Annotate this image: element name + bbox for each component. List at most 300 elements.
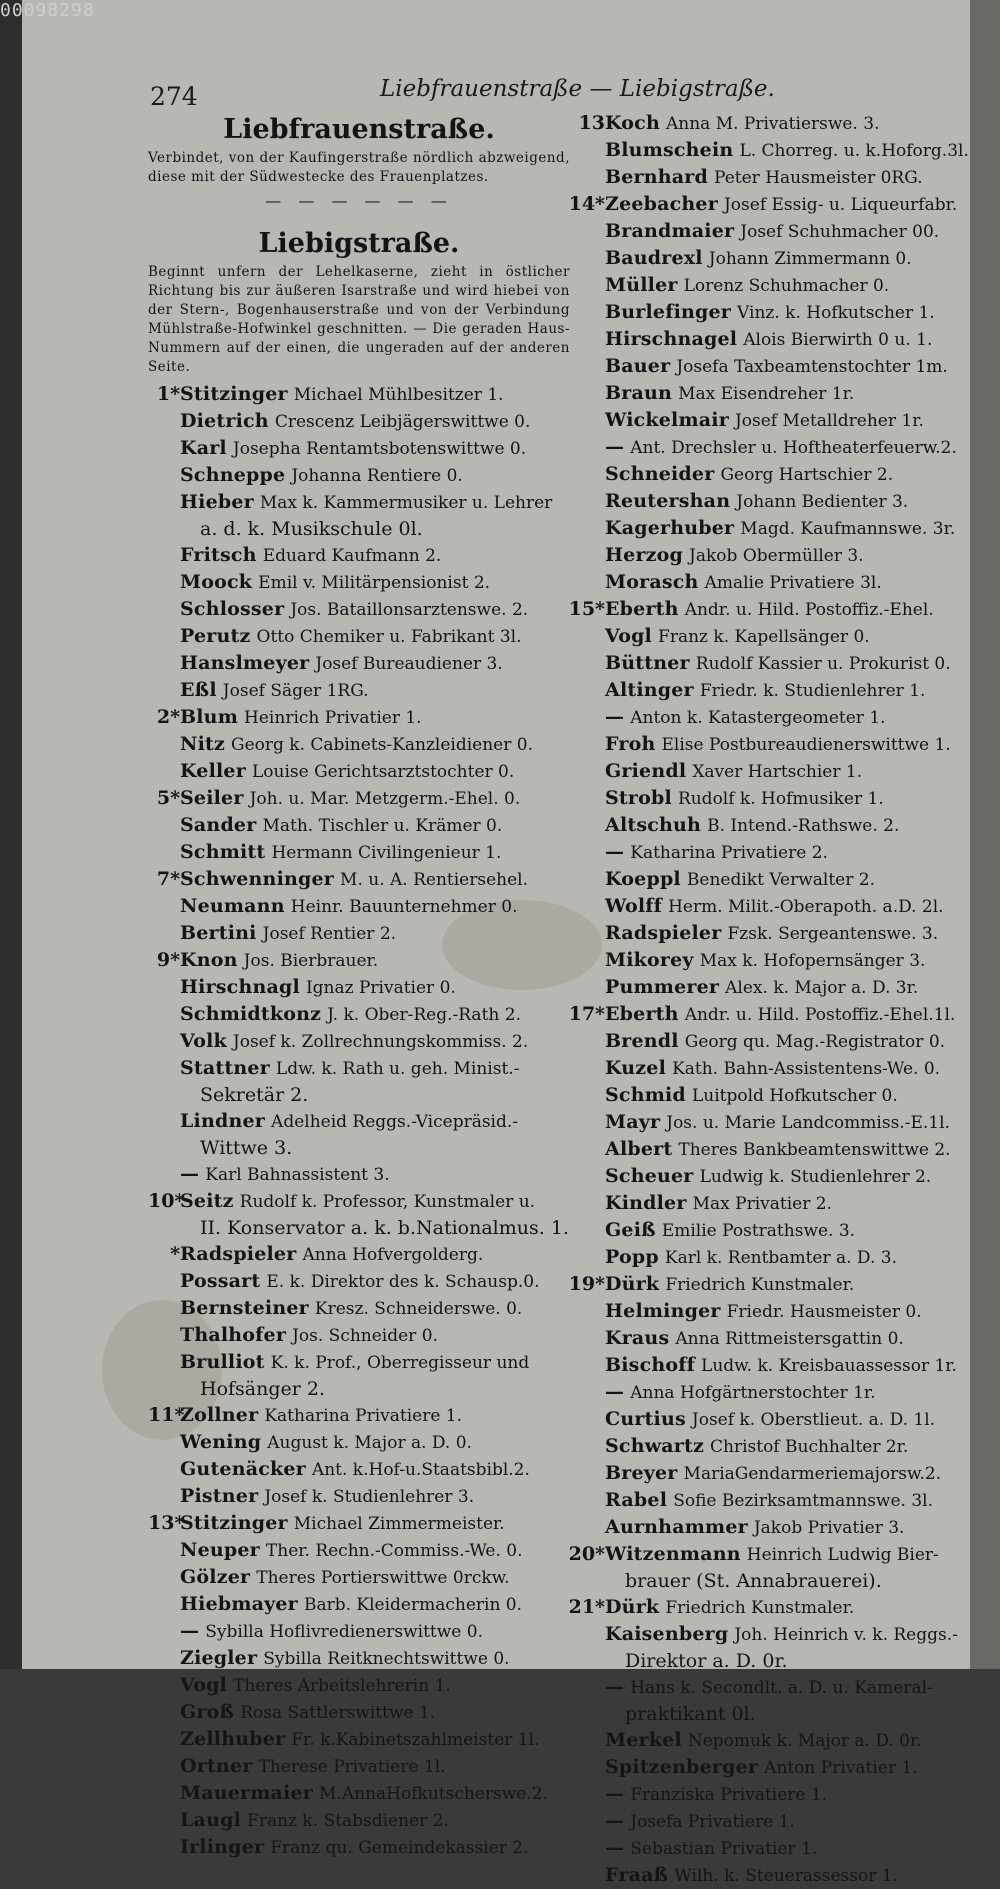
directory-entry — [148, 623, 570, 650]
directory-entry — [565, 596, 945, 623]
page-number: 274 — [150, 82, 198, 111]
resident-name: Vogl — [605, 625, 652, 647]
resident-detail: Josef k. Oberstlieut. a. D. 1l. — [691, 1410, 936, 1430]
directory-entry — [565, 1460, 945, 1487]
resident-detail: Alex. k. Major a. D. 3r. — [725, 978, 919, 998]
resident-detail: Sebastian Privatier 1. — [630, 1839, 818, 1859]
resident-name: Bertini — [180, 922, 257, 944]
directory-entry — [565, 1514, 945, 1541]
entry-continuation: Hofsänger 2. — [200, 1378, 326, 1400]
resident-name: Herzog — [605, 544, 683, 566]
resident-detail: Theres Bankbeamtenswittwe 2. — [678, 1140, 951, 1160]
directory-entry — [148, 408, 570, 435]
resident-detail: Friedr. k. Studienlehrer 1. — [699, 681, 926, 701]
resident-name: Knon — [180, 949, 238, 971]
resident-name: Perutz — [180, 625, 251, 647]
resident-name: Schwartz — [605, 1435, 704, 1457]
directory-entry — [148, 650, 570, 677]
resident-name: Büttner — [605, 652, 690, 674]
resident-name: Pistner — [180, 1485, 259, 1507]
directory-entry — [148, 1402, 570, 1429]
resident-detail: L. Chorreg. u. k.Hoforg.3l. — [739, 141, 969, 161]
resident-detail: Anton Privatier 1. — [764, 1758, 918, 1778]
directory-entry — [565, 866, 945, 893]
resident-detail: Karl Bahnassistent 3. — [205, 1165, 390, 1185]
house-number: 11* — [148, 1404, 185, 1426]
directory-entry — [565, 1808, 945, 1835]
directory-entry — [565, 461, 945, 488]
resident-name: Groß — [180, 1701, 235, 1723]
resident-name: Schmid — [605, 1084, 686, 1106]
directory-entry — [565, 407, 945, 434]
directory-entry — [565, 380, 945, 407]
resident-detail: Christof Buchhalter 2r. — [710, 1437, 909, 1457]
resident-name: Mauermaier — [180, 1782, 313, 1804]
resident-detail: Luitpold Hofkutscher 0. — [691, 1086, 898, 1106]
resident-name: Eberth — [605, 1003, 679, 1025]
resident-name: Kuzel — [605, 1057, 667, 1079]
entry-continuation: II. Konservator a. k. b.Nationalmus. 1. — [200, 1217, 569, 1239]
resident-detail: Josef Essig- u. Liqueurfabr. — [723, 195, 958, 215]
resident-name: — — [180, 1163, 200, 1185]
directory-entry — [565, 1594, 945, 1621]
resident-detail: Franz k. Kapellsänger 0. — [658, 627, 870, 647]
scan-id: 00098298 — [0, 0, 95, 21]
directory-entry — [148, 785, 570, 812]
resident-detail: Math. Tischler u. Krämer 0. — [262, 816, 503, 836]
directory-entry — [565, 1727, 945, 1754]
resident-detail: Emil v. Militärpensionist 2. — [258, 573, 491, 593]
directory-entry — [565, 1835, 945, 1862]
resident-name: Spitzenberger — [605, 1756, 759, 1778]
resident-name: Schneppe — [180, 464, 286, 486]
resident-detail: Fzsk. Sergeantenswe. 3. — [727, 924, 939, 944]
resident-detail: Louise Gerichtsarztstochter 0. — [251, 762, 515, 782]
directory-entry — [148, 381, 570, 408]
resident-detail: Anna Hofvergolderg. — [302, 1245, 484, 1265]
resident-detail: Magd. Kaufmannswe. 3r. — [740, 519, 956, 539]
resident-name: Radspieler — [180, 1243, 297, 1265]
resident-name: Ziegler — [180, 1647, 258, 1669]
resident-detail: Ant. k.Hof-u.Staatsbibl.2. — [311, 1460, 530, 1480]
resident-detail: Jos. Bierbrauer. — [243, 951, 379, 971]
house-number: 20* — [568, 1543, 605, 1565]
directory-entry — [565, 812, 945, 839]
resident-detail: Heinr. Bauunternehmer 0. — [290, 897, 518, 917]
resident-detail: Josepha Rentamtsbotenswittwe 0. — [232, 439, 527, 459]
directory-entry — [565, 839, 945, 866]
resident-name: Kaisenberg — [605, 1623, 729, 1645]
directory-entry — [565, 1862, 945, 1889]
resident-name: Baudrexl — [605, 247, 703, 269]
resident-detail: Johann Bedienter 3. — [736, 492, 909, 512]
resident-detail: Sybilla Hoflivredienerswittwe 0. — [205, 1622, 483, 1642]
resident-detail: Franz k. Stabsdiener 2. — [247, 1811, 449, 1831]
directory-entry — [148, 1322, 570, 1349]
directory-entry — [565, 947, 945, 974]
directory-entry — [565, 974, 945, 1001]
directory-entry — [565, 677, 945, 704]
directory-entry — [565, 488, 945, 515]
resident-name: Keller — [180, 760, 246, 782]
directory-entry — [565, 218, 945, 245]
house-number: 7* — [156, 868, 180, 890]
resident-detail: Heinrich Privatier 1. — [244, 708, 422, 728]
resident-detail: Theres Portierswittwe 0rckw. — [256, 1568, 510, 1588]
resident-name: Braun — [605, 382, 673, 404]
resident-detail: Jos. u. Marie Landcommiss.-E.1l. — [666, 1113, 950, 1133]
resident-name: — — [605, 1381, 625, 1403]
directory-entry — [148, 1028, 570, 1055]
resident-name: Moock — [180, 571, 253, 593]
directory-entry — [565, 515, 956, 542]
resident-name: — — [180, 1620, 200, 1642]
directory-entry — [148, 462, 570, 489]
resident-detail: Theres Arbeitslehrerin 1. — [233, 1676, 451, 1696]
resident-name: Schlosser — [180, 598, 285, 620]
resident-name: Stattner — [180, 1057, 270, 1079]
directory-entry — [565, 164, 945, 191]
directory-entry — [148, 704, 570, 731]
directory-entry — [148, 1753, 570, 1780]
resident-detail: Georg qu. Mag.-Registrator 0. — [684, 1032, 946, 1052]
resident-detail: Max Privatier 2. — [692, 1194, 832, 1214]
resident-name: Stitzinger — [180, 1512, 288, 1534]
resident-name: — — [605, 1837, 625, 1859]
resident-detail: Heinrich Ludwig Bier- — [746, 1545, 939, 1565]
directory-entry — [565, 434, 957, 461]
resident-name: Seitz — [180, 1190, 234, 1212]
directory-entry — [565, 920, 945, 947]
resident-name: — — [605, 1783, 625, 1805]
resident-name: Stitzinger — [180, 383, 288, 405]
resident-name: Sander — [180, 814, 257, 836]
resident-name: Irlinger — [180, 1836, 265, 1858]
directory-entry — [148, 1108, 570, 1135]
resident-name: Brandmaier — [605, 220, 735, 242]
directory-entry — [565, 1754, 945, 1781]
left-column — [148, 110, 570, 1861]
resident-name: Dürk — [605, 1273, 660, 1295]
resident-detail: Hermann Civilingenieur 1. — [271, 843, 502, 863]
resident-detail: Andr. u. Hild. Postoffiz.-Ehel. — [684, 600, 934, 620]
directory-entry — [148, 1564, 570, 1591]
resident-name: — — [605, 436, 625, 458]
directory-entry — [148, 1834, 570, 1861]
resident-detail: Ldw. k. Rath u. geh. Minist.- — [275, 1059, 520, 1079]
directory-entry — [148, 1780, 570, 1807]
directory-entry — [148, 1672, 570, 1699]
resident-name: Popp — [605, 1246, 659, 1268]
resident-detail: J. k. Ober-Reg.-Rath 2. — [327, 1005, 521, 1025]
resident-name: Seiler — [180, 787, 244, 809]
directory-entry — [148, 1591, 570, 1618]
resident-name: Kraus — [605, 1327, 670, 1349]
resident-detail: Josef Bureaudiener 3. — [315, 654, 503, 674]
resident-name: Bernhard — [605, 166, 708, 188]
resident-detail: Sofie Bezirksamtmannswe. 3l. — [673, 1491, 934, 1511]
resident-name: Geiß — [605, 1219, 656, 1241]
resident-detail: Joh. Heinrich v. k. Reggs.- — [734, 1625, 958, 1645]
entry-continuation: Wittwe 3. — [200, 1137, 293, 1159]
resident-name: Dietrich — [180, 410, 269, 432]
resident-detail: K. k. Prof., Oberregisseur und — [270, 1353, 530, 1373]
resident-detail: Ant. Drechsler u. Hoftheaterfeuerw.2. — [630, 438, 957, 458]
resident-detail: Friedr. Hausmeister 0. — [726, 1302, 922, 1322]
resident-name: Lindner — [180, 1110, 265, 1132]
resident-name: Fritsch — [180, 544, 257, 566]
house-number: 9* — [156, 949, 180, 971]
resident-name: Karl — [180, 437, 227, 459]
right-column — [565, 110, 969, 1889]
resident-detail: Josef Schuhmacher 00. — [740, 222, 940, 242]
resident-detail: Xaver Hartschier 1. — [692, 762, 863, 782]
directory-entry — [565, 1487, 945, 1514]
directory-entry — [565, 1244, 945, 1271]
resident-name: Gutenäcker — [180, 1458, 306, 1480]
resident-name: — — [605, 1676, 625, 1698]
resident-detail: Michael Mühlbesitzer 1. — [293, 385, 504, 405]
resident-name: Pummerer — [605, 976, 720, 998]
directory-entry — [565, 326, 945, 353]
resident-name: Hirschnagel — [605, 328, 738, 350]
resident-detail: Ignaz Privatier 0. — [305, 978, 456, 998]
resident-name: Koch — [605, 112, 660, 134]
directory-entry — [565, 299, 945, 326]
resident-name: Aurnhammer — [605, 1516, 748, 1538]
resident-name: Thalhofer — [180, 1324, 287, 1346]
directory-entry — [148, 1618, 570, 1645]
directory-entry — [565, 893, 945, 920]
resident-name: Helminger — [605, 1300, 721, 1322]
resident-detail: Friedrich Kunstmaler. — [665, 1598, 855, 1618]
resident-detail: Ther. Rechn.-Commiss.-We. 0. — [265, 1541, 523, 1561]
directory-entry — [148, 1055, 570, 1082]
resident-name: Bauer — [605, 355, 671, 377]
resident-detail: Anna Hofgärtnerstochter 1r. — [630, 1383, 876, 1403]
resident-detail: Eduard Kaufmann 2. — [262, 546, 442, 566]
resident-name: Bernsteiner — [180, 1297, 309, 1319]
resident-detail: M. u. A. Rentiersehel. — [340, 870, 529, 890]
directory-entry — [148, 1699, 570, 1726]
resident-name: Müller — [605, 274, 678, 296]
directory-entry — [565, 1433, 945, 1460]
directory-entry — [565, 1271, 945, 1298]
resident-name: Blum — [180, 706, 238, 728]
directory-entry — [565, 1406, 945, 1433]
resident-detail: Johann Zimmermann 0. — [708, 249, 912, 269]
resident-name: Scheuer — [605, 1165, 694, 1187]
resident-name: Hiebmayer — [180, 1593, 298, 1615]
resident-name: Witzenmann — [605, 1543, 741, 1565]
resident-detail: Amalie Privatiere 3l. — [704, 573, 882, 593]
resident-name: Hanslmeyer — [180, 652, 310, 674]
resident-detail: Josef k. Studienlehrer 3. — [264, 1487, 475, 1507]
resident-name: Rabel — [605, 1489, 668, 1511]
directory-entry — [565, 1298, 945, 1325]
resident-detail: Josef Rentier 2. — [262, 924, 397, 944]
resident-name: Albert — [605, 1138, 673, 1160]
resident-name: Eberth — [605, 598, 679, 620]
resident-detail: Josefa Taxbeamtenstochter 1m. — [676, 357, 948, 377]
resident-detail: Nepomuk k. Major a. D. 0r. — [687, 1731, 922, 1751]
resident-name: Hieber — [180, 491, 254, 513]
resident-detail: Franziska Privatiere 1. — [630, 1785, 828, 1805]
section-description: Verbindet, von der Kaufingerstraße nördlich abzweigend, diese mit der Südwestecke des Frauenplatzes. — [148, 150, 570, 185]
directory-entry — [148, 1001, 570, 1028]
directory-entry — [565, 785, 945, 812]
directory-entry — [565, 1163, 945, 1190]
resident-name: Laugl — [180, 1809, 241, 1831]
resident-detail: Max Eisendreher 1r. — [678, 384, 855, 404]
resident-name: Mikorey — [605, 949, 694, 971]
directory-entry — [148, 1241, 570, 1268]
entry-continuation: praktikant 0l. — [625, 1703, 756, 1725]
directory-entry — [148, 1429, 570, 1456]
directory-entry — [148, 1295, 570, 1322]
directory-entry — [148, 893, 570, 920]
resident-detail: Anna Rittmeistersgattin 0. — [675, 1329, 904, 1349]
directory-entry — [148, 435, 570, 462]
section-title: Liebfrauenstraße. — [223, 114, 495, 145]
directory-entry — [565, 650, 951, 677]
resident-detail: Rudolf k. Hofmusiker 1. — [677, 789, 884, 809]
resident-detail: Josefa Privatiere 1. — [630, 1812, 795, 1832]
resident-detail: Ludw. k. Kreisbauassessor 1r. — [701, 1356, 957, 1376]
resident-name: Burlefinger — [605, 301, 731, 323]
resident-name: Neumann — [180, 895, 285, 917]
resident-detail: Lorenz Schuhmacher 0. — [683, 276, 890, 296]
resident-detail: Jakob Obermüller 3. — [689, 546, 864, 566]
directory-entry — [565, 1109, 950, 1136]
resident-name: Schwenninger — [180, 868, 334, 890]
resident-name: — — [605, 841, 625, 863]
resident-name: Neuper — [180, 1539, 260, 1561]
resident-name: Radspieler — [605, 922, 722, 944]
resident-detail: Josef k. Zollrechnungskommiss. 2. — [232, 1032, 529, 1052]
directory-entry — [565, 1217, 945, 1244]
resident-detail: Fr. k.Kabinetszahlmeister 1l. — [291, 1730, 540, 1750]
resident-name: Schneider — [605, 463, 715, 485]
directory-entry — [148, 947, 570, 974]
directory-entry — [148, 731, 570, 758]
resident-detail: Rudolf k. Professor, Kunstmaler u. — [239, 1192, 536, 1212]
directory-entry — [148, 920, 570, 947]
directory-entry — [148, 489, 570, 516]
resident-name: Zollner — [180, 1404, 259, 1426]
house-number: 14* — [568, 193, 605, 215]
resident-detail: Herm. Milit.-Oberapoth. a.D. 2l. — [668, 897, 944, 917]
resident-detail: Jakob Privatier 3. — [753, 1518, 905, 1538]
resident-name: Reutershan — [605, 490, 731, 512]
resident-detail: Barb. Kleidermacherin 0. — [303, 1595, 523, 1615]
resident-name: Froh — [605, 733, 656, 755]
resident-detail: Therese Privatiere 1l. — [258, 1757, 446, 1777]
resident-name: Curtius — [605, 1408, 686, 1430]
resident-name: Vogl — [180, 1674, 227, 1696]
resident-name: Possart — [180, 1270, 261, 1292]
resident-detail: Joh. u. Mar. Metzgerm.-Ehel. 0. — [249, 789, 521, 809]
directory-entry — [565, 1541, 945, 1568]
resident-name: — — [605, 706, 625, 728]
directory-entry — [565, 191, 958, 218]
directory-entry — [148, 1188, 570, 1215]
resident-name: Fraaß — [605, 1864, 669, 1886]
resident-detail: Hans k. Secondlt. a. D. u. Kameral- — [630, 1678, 933, 1698]
directory-entry — [565, 1674, 945, 1701]
resident-detail: Rosa Sattlerswittwe 1. — [240, 1703, 436, 1723]
resident-detail: Georg Hartschier 2. — [720, 465, 894, 485]
resident-name: Merkel — [605, 1729, 682, 1751]
directory-entry — [565, 137, 969, 164]
directory-entry — [148, 1349, 570, 1376]
resident-detail: Otto Chemiker u. Fabrikant 3l. — [256, 627, 522, 647]
directory-entry — [148, 1456, 570, 1483]
directory-entry — [148, 1645, 570, 1672]
entry-continuation: brauer (St. Annabrauerei). — [625, 1570, 882, 1592]
directory-entry — [148, 542, 570, 569]
directory-entry — [148, 974, 570, 1001]
resident-detail: B. Intend.-Rathswe. 2. — [707, 816, 900, 836]
resident-detail: Elise Postbureaudienerswittwe 1. — [661, 735, 951, 755]
resident-name: Brulliot — [180, 1351, 265, 1373]
directory-entry — [565, 353, 948, 380]
resident-name: Breyer — [605, 1462, 678, 1484]
directory-entry — [565, 1325, 945, 1352]
house-number: 13 — [578, 112, 605, 134]
resident-detail: Adelheid Reggs.-Vicepräsid.- — [271, 1112, 519, 1132]
running-header: Liebfrauenstraße — Liebigstraße. — [380, 76, 775, 102]
resident-name: Bischoff — [605, 1354, 695, 1376]
directory-entry — [565, 569, 945, 596]
house-number: 1* — [156, 383, 180, 405]
resident-detail: August k. Major a. D. 0. — [267, 1433, 472, 1453]
resident-detail: Benedikt Verwalter 2. — [686, 870, 875, 890]
directory-entry — [565, 1136, 951, 1163]
section-separator: — — — — — — — [265, 191, 453, 210]
resident-detail: Katharina Privatiere 1. — [264, 1406, 463, 1426]
directory-entry — [565, 245, 945, 272]
resident-name: Nitz — [180, 733, 225, 755]
directory-entry — [565, 704, 945, 731]
resident-detail: M.AnnaHofkutscherswe.2. — [319, 1784, 548, 1804]
directory-entry — [148, 866, 570, 893]
resident-name: Wickelmair — [605, 409, 729, 431]
house-number: 21* — [568, 1596, 605, 1618]
resident-detail: Sybilla Reitknechtswittwe 0. — [263, 1649, 510, 1669]
resident-name: Gölzer — [180, 1566, 251, 1588]
resident-name: Hirschnagl — [180, 976, 300, 998]
directory-entry — [148, 569, 570, 596]
resident-list-right — [565, 110, 969, 1889]
section-description: Beginnt unfern der Lehelkaserne, zieht in östlicher Richtung bis zur äußeren Isarstraße und wird hiebei von der Stern-, Bogenhauserstraße und von der Verbindung Mühlstraße-Hofwinkel geschnitten. — Die geraden Haus-Nummern auf der einen, die ungeraden auf der anderen Seite. — [148, 264, 570, 375]
resident-detail: Rudolf Kassier u. Prokurist 0. — [695, 654, 951, 674]
directory-entry — [565, 542, 945, 569]
directory-entry — [565, 1621, 958, 1648]
resident-detail: Emilie Postrathswe. 3. — [661, 1221, 856, 1241]
directory-entry — [148, 1807, 570, 1834]
directory-entry — [565, 1055, 945, 1082]
resident-detail: Josef Säger 1RG. — [222, 681, 369, 701]
house-number: 19* — [568, 1273, 605, 1295]
resident-detail: Andr. u. Hild. Postoffiz.-Ehel.1l. — [684, 1005, 956, 1025]
resident-name: Brendl — [605, 1030, 679, 1052]
directory-entry — [565, 1379, 945, 1406]
directory-entry — [148, 677, 570, 704]
resident-name: Volk — [180, 1030, 227, 1052]
resident-detail: Kath. Bahn-Assistentens-We. 0. — [672, 1059, 941, 1079]
resident-detail: Kresz. Schneiderswe. 0. — [314, 1299, 523, 1319]
